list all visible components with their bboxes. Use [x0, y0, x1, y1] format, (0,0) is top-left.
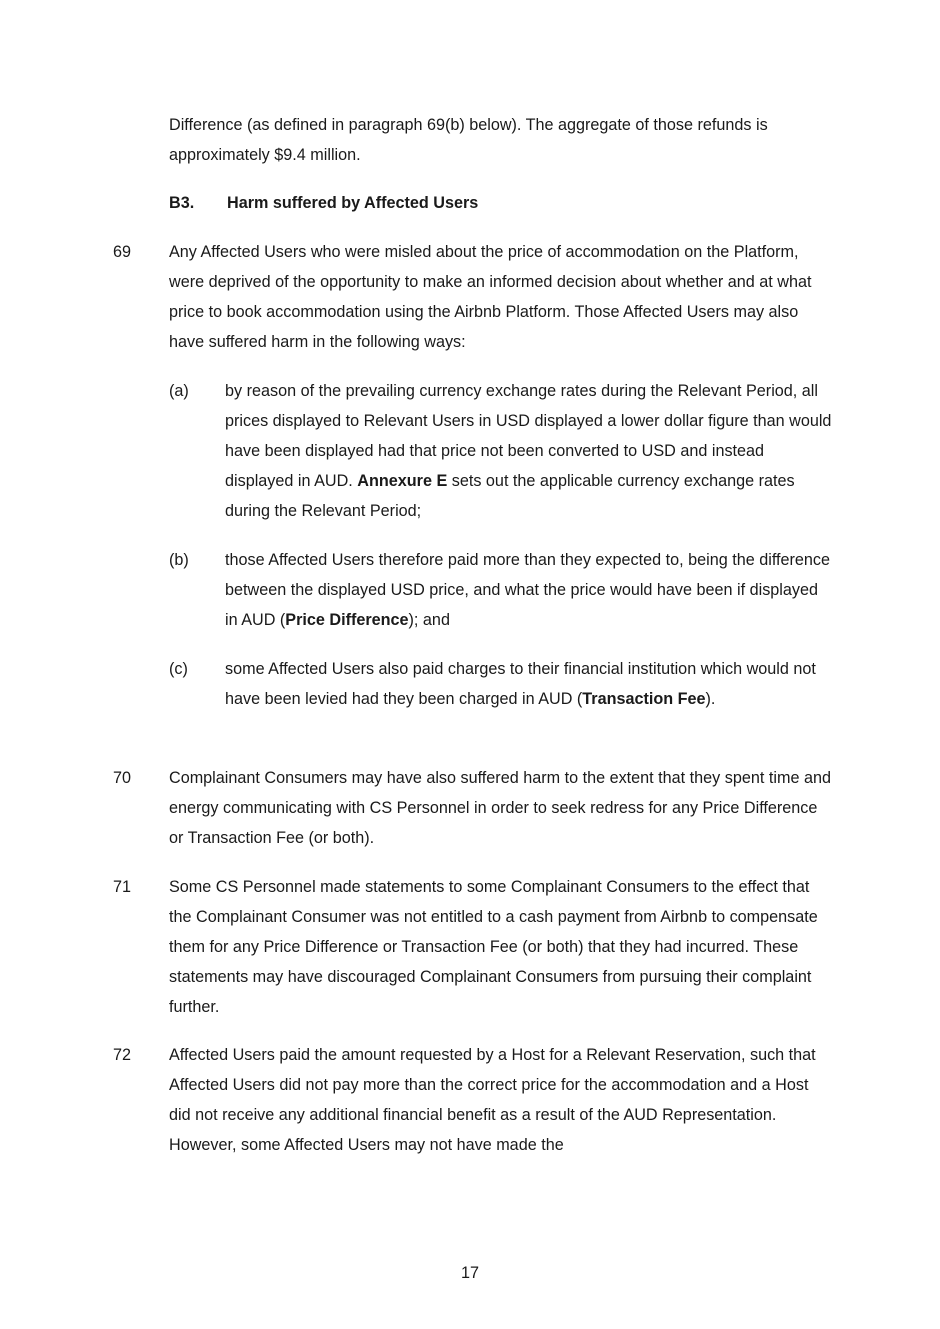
subparagraph-text [225, 545, 835, 635]
paragraph-number: 70 [113, 769, 132, 787]
paragraph-number: 71 [113, 878, 132, 896]
section-heading-title: Harm suffered by Affected Users [227, 194, 479, 212]
paragraph-number: 69 [113, 243, 132, 261]
defined-term: Transaction Fee [582, 690, 706, 708]
subparagraph-label: (a) [169, 382, 189, 400]
section-heading [169, 188, 478, 218]
subparagraph-text [225, 376, 835, 526]
subparagraph-text-part: sets out the applicable currency exchange rates during the Relevant Period; [225, 472, 795, 520]
paragraph-number: 72 [113, 1046, 132, 1064]
paragraph-text: Some CS Personnel made statements to some Complainant Consumers to the effect that the Complainant Consumer was not entitled to a cash payment from Airbnb to compensate them for any Price Difference or Transaction Fee (or both) that they had incurred. These statements may have discouraged Complainant Consumers from pursuing their complaint further. [169, 878, 818, 1016]
paragraph-text: Any Affected Users who were misled about the price of accommodation on the Platform, were deprived of the opportunity to make an informed decision about whether and at what price to book accommodation using the Airbnb Platform. Those Affected Users may also have suffered harm in the following ways: [169, 243, 812, 351]
subparagraph-text [225, 654, 835, 714]
subparagraph-text-part: ). [705, 690, 716, 708]
paragraph-text: Complainant Consumers may have also suffered harm to the extent that they spent time and energy communicating with CS Personnel in order to seek redress for any Price Difference or Transaction Fee (or both). [169, 769, 831, 847]
subparagraph-label: (c) [169, 660, 188, 678]
section-heading-number: B3. [169, 194, 195, 212]
subparagraph-text-part: ); and [408, 611, 450, 629]
page-number: 17 [460, 1264, 479, 1282]
subparagraph-label: (b) [169, 551, 189, 569]
paragraph-text: Affected Users paid the amount requested by a Host for a Relevant Reservation, such that Affected Users did not pay more than the correct price for the accommodation and a Host did not receive any additional financial benefit as a result of the AUD Representation. However, some Affected Users may not have made the [169, 1046, 816, 1154]
subparagraph-text-part: by reason of the prevailing currency exchange rates during the Relevant Period, all prices displayed to Relevant Users in USD displayed a lower dollar figure than would have been displayed had that price not been converted to USD and instead displayed in AUD. [225, 382, 832, 490]
defined-term: Price Difference [285, 611, 409, 629]
subparagraph-text-part: those Affected Users therefore paid more than they expected to, being the difference between the displayed USD price, and what the price would have been if displayed in AUD ( [225, 551, 831, 629]
subparagraph-text-part: some Affected Users also paid charges to their financial institution which would not have been levied had they been charged in AUD ( [225, 660, 816, 708]
defined-term: Annexure E [357, 472, 448, 490]
continuation-text: Difference (as defined in paragraph 69(b) below). The aggregate of those refunds is approximately $9.4 million. [169, 116, 768, 164]
